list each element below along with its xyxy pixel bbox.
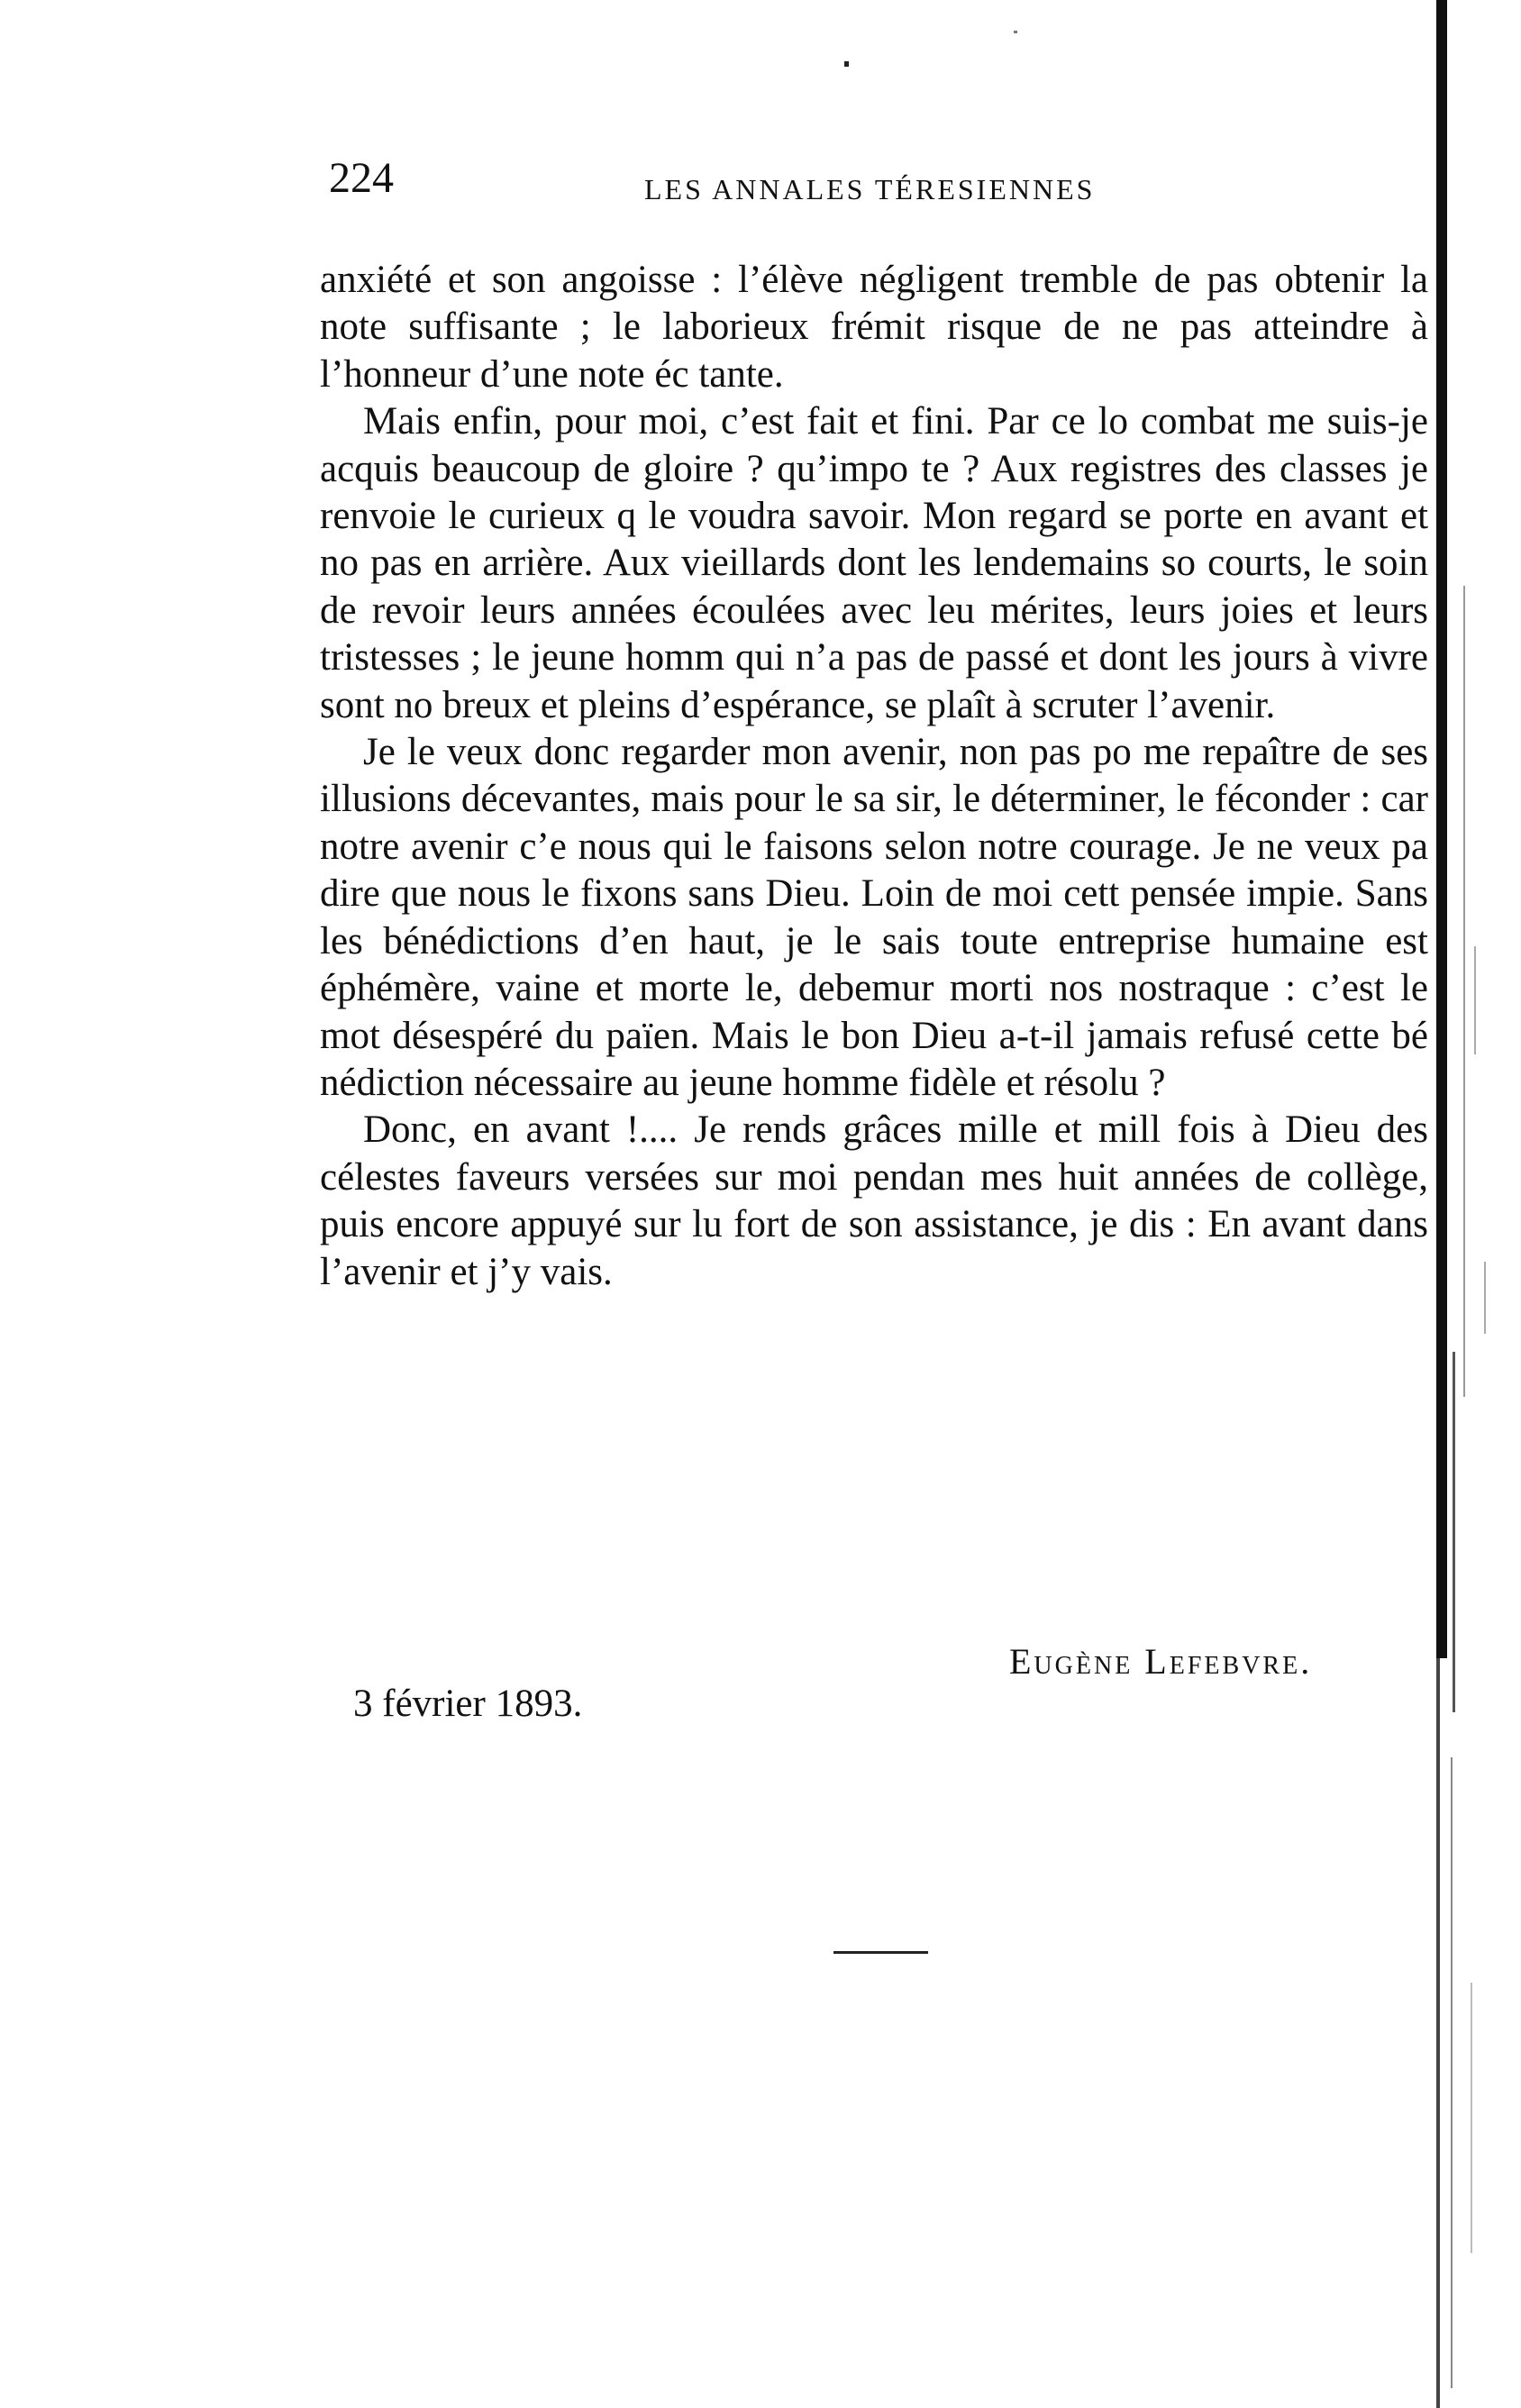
text-line: mérites, leurs joies et leurs tristesses ; le jeune homm: [320, 588, 1429, 680]
text-line: mes huit années de collège, puis encore appuyé sur lu: [320, 1155, 1428, 1246]
text-line: le, debemur morti nos nostraque : c’est le mot désespéré: [320, 967, 1428, 1057]
text-line: nous qui le faisons selon notre courage. Je ne veux pa: [578, 825, 1428, 868]
page-number: 224: [329, 154, 394, 202]
author-signature: Eugène Lefebvre.: [1009, 1641, 1313, 1682]
paragraph-2: [320, 398, 1428, 729]
text-line: me repaître de ses illusions décevantes, mais pour le sa: [320, 731, 1429, 821]
text-line: dire que nous le fixons sans Dieu. Loin de moi cett: [320, 872, 1120, 916]
running-title: LES ANNALES TÉRESIENNES: [644, 173, 1096, 205]
text-line: toute entreprise humaine est éphémère, vaine et morte: [320, 919, 1428, 1010]
text-line: breux et pleins d’espérance, se plaît à scruter l’avenir.: [442, 683, 1276, 726]
text-line: qui n’a pas de passé et dont les jours à vivre sont no: [320, 636, 1429, 726]
text-line: anxiété et son angoisse : l’élève négligent tremble de: [320, 259, 1191, 301]
text-line: nédiction nécessaire au jeune homme fidèle et résolu ?: [320, 1061, 1166, 1104]
text-line: Donc, en avant !.... Je rends grâces mille et mill: [363, 1108, 1161, 1152]
page-header: [329, 153, 1410, 216]
text-line: courts, le soin de revoir leurs années écoulées avec leu: [320, 542, 1428, 632]
text-line: sir, le déterminer, le féconder : car notre avenir c’e: [320, 778, 1428, 868]
text-line: tante.: [698, 352, 784, 396]
paragraph-3: [320, 729, 1428, 1107]
text-line: te ? Aux registres des classes je renvoie le curieux q: [320, 447, 1429, 538]
text-line: combat me suis-je acquis beaucoup de gloire ? qu’impo: [320, 400, 1429, 490]
text-line: du païen. Mais le bon Dieu a-t-il jamais refusé cette bé: [554, 1014, 1429, 1057]
text-line: Mais enfin, pour moi, c’est fait et fini. Par ce lo: [363, 400, 1129, 443]
binding-shadow: [1434, 0, 1521, 2408]
text-line: et j’y vais.: [450, 1250, 613, 1293]
text-line: Je le veux donc regarder mon avenir, non pas po: [363, 731, 1132, 774]
text-line: pensée impie. Sans les bénédictions d’en haut, je le sais: [320, 872, 1429, 962]
text-line: fois à Dieu des célestes faveurs versées sur moi pendan: [320, 1108, 1428, 1199]
text-line: risque de ne pas atteindre à l’honneur d’une note éc: [320, 306, 1428, 396]
text-line: le voudra savoir. Mon regard se porte en avant et no: [320, 495, 1429, 585]
body-text: [320, 257, 1428, 1296]
text-line: fort de son assistance, je dis : En avant dans l’avenir: [320, 1203, 1428, 1293]
date-line: 3 février 1893.: [353, 1683, 583, 1725]
paragraph-4: [320, 1107, 1428, 1296]
end-rule: [833, 1951, 928, 1954]
text-line: pas obtenir la note suffisante ; le laborieux frémit: [320, 259, 1429, 349]
text-line: pas en arrière. Aux vieillards dont les lendemains so: [370, 542, 1197, 585]
paragraph-1: [320, 257, 1428, 398]
